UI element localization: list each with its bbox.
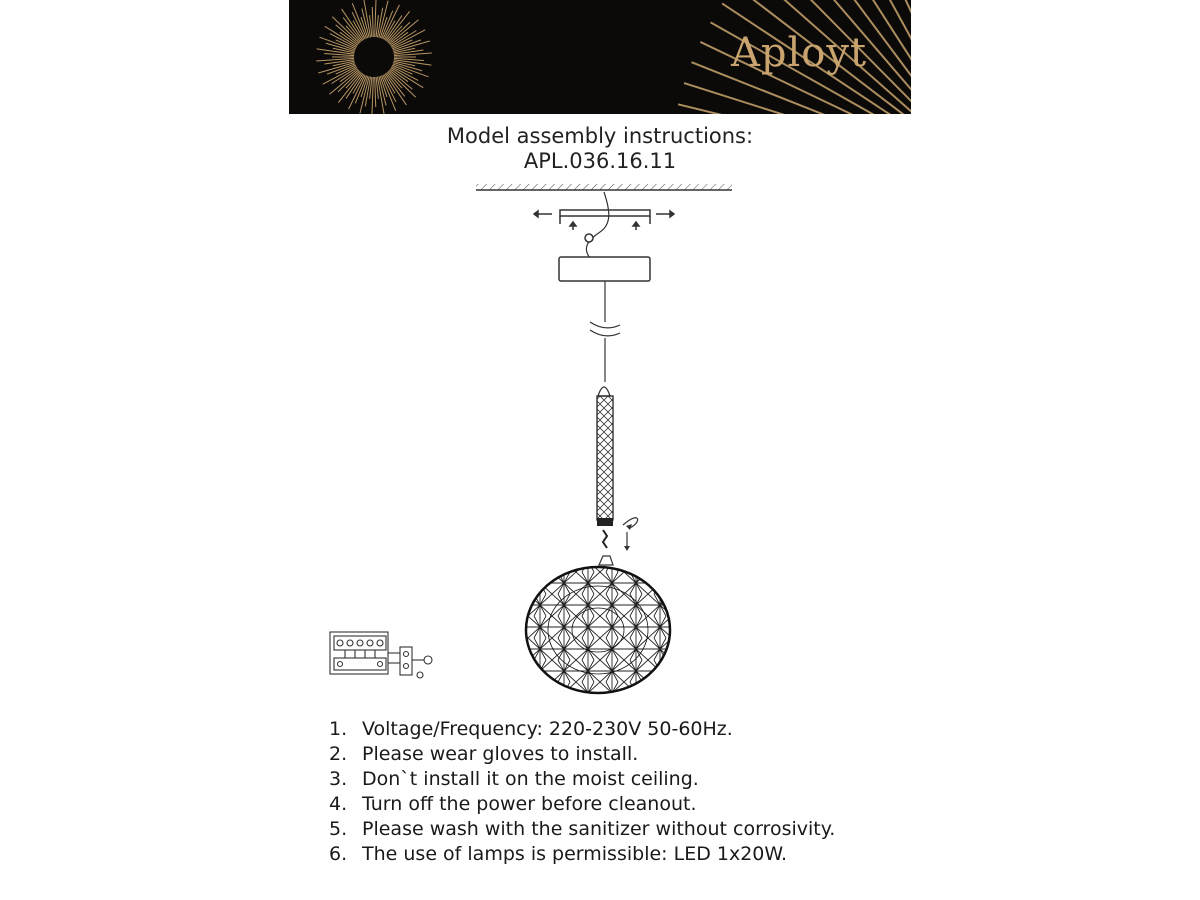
model-number: APL.036.16.11: [523, 149, 677, 173]
list-item: 3. Don`t install it on the moist ceiling.: [329, 768, 699, 790]
ceiling-icon: [476, 184, 732, 190]
brand-name: Aployt: [731, 30, 868, 76]
rod-icon: [597, 387, 638, 565]
globe-shade-icon: [520, 560, 680, 700]
list-item: 2. Please wear gloves to install.: [329, 743, 639, 765]
list-item: 1. Voltage/Frequency: 220-230V 50-60Hz.: [329, 718, 733, 740]
list-item: 4. Turn off the power before cleanout.: [329, 793, 697, 815]
wiring-diagram-icon: [330, 632, 432, 678]
list-item: 6. The use of lamps is permissible: LED 1x20W.: [329, 843, 788, 865]
list-item: 5. Please wash with the sanitizer without corrosivity.: [329, 818, 836, 840]
canopy-icon: [559, 257, 650, 281]
instructions-list: [329, 717, 835, 867]
cable-icon: [590, 281, 620, 382]
page-title: Model assembly instructions:: [446, 124, 754, 148]
ceiling-mount-icon: [534, 192, 674, 258]
